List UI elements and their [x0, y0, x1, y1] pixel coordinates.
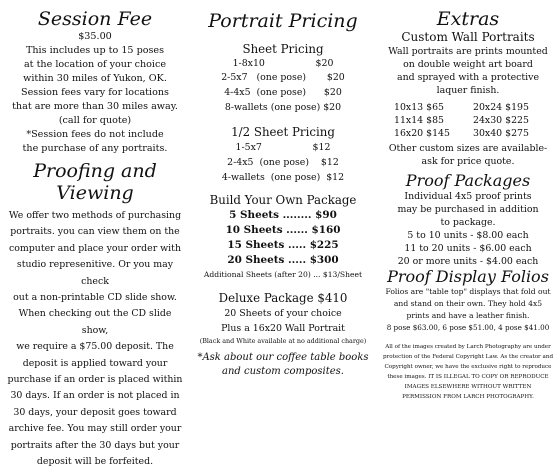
proof-line: 5 to 10 units - $8.00 each: [407, 230, 529, 241]
wall-price: 20x24 $195: [473, 102, 529, 113]
deluxe-note: (Black and White available at no additional charge): [199, 337, 367, 345]
ask-line: and custom composites.: [222, 366, 344, 377]
wall-price: 24x30 $225: [473, 115, 529, 126]
proofing-line: 30 days. If an order is not placed in: [10, 390, 180, 402]
session-fee-price: $35.00: [78, 31, 112, 42]
proofing-line: computer and place your order with: [9, 242, 181, 254]
sheet-pricing-item: 1-8x10 $20: [232, 58, 334, 69]
sheet-pricing-heading: Sheet Pricing: [242, 42, 324, 56]
copyright-line: protection of the Federal Copyright Law. As the creator and: [382, 354, 554, 360]
additional-sheets: Additional Sheets (after 20) ... $13/Sheet: [203, 270, 363, 279]
sheet-pricing-item: 2-5x7 (one pose) $20: [221, 72, 345, 83]
session-fee-line: within 30 miles of Yukon, OK.: [23, 73, 167, 84]
ask-line: *Ask about our coffee table books: [197, 352, 369, 363]
folio-line: Folios are "table top" displays that fold out: [385, 287, 551, 296]
wall-price-grid: [394, 101, 546, 140]
session-fee-line: at the location of your choice: [23, 59, 167, 70]
proofing-line: portraits after the 30 days but your: [10, 439, 180, 451]
proofing-line: deposit will be forfeited.: [36, 456, 154, 468]
proof-line: 11 to 20 units - $6.00 each: [404, 243, 532, 254]
session-fee-line: Session fees vary for locations: [21, 87, 169, 98]
proofing-line: we require a $75.00 deposit. The: [16, 341, 174, 353]
proof-line: Individual 4x5 proof prints: [404, 191, 532, 202]
wall-price: 11x14 $85: [394, 115, 445, 126]
proof-line: may be purchased in addition: [397, 204, 539, 215]
session-fee-line: This includes up to 15 poses: [25, 45, 165, 56]
copyright-line: IMAGES ELSEWHERE WITHOUT WRITTEN: [404, 384, 532, 390]
copyright-line: these images. IT IS ILLEGAL TO COPY OR REPRODUCE: [387, 374, 549, 380]
folio-line: 8 pose $63.00, 6 pose $51.00, 4 pose $41.00: [386, 323, 550, 332]
wall-price: 10x13 $65: [394, 102, 445, 113]
other-sizes: ask for price quote.: [421, 156, 515, 167]
proof-packages-title: Proof Packages: [405, 171, 531, 190]
proofing-title: Proofing and Viewing: [33, 160, 157, 204]
wall-line: laquer finish.: [436, 85, 500, 96]
deluxe-line: 20 Sheets of your choice: [224, 308, 342, 319]
build-package-item: 10 Sheets ...... $160: [225, 224, 341, 236]
deluxe-line: Plus a 16x20 Wall Portrait: [221, 323, 345, 334]
proofing-line: When checking out the CD slide show,: [18, 308, 172, 336]
left-column: [0, 0, 188, 468]
build-package-item: 5 Sheets ........ $90: [229, 209, 337, 221]
proof-line: 20 or more units - $4.00 each: [397, 256, 539, 267]
folio-line: and stand on their own. They hold 4x5: [393, 299, 543, 308]
deluxe-heading: Deluxe Package $410: [218, 291, 348, 305]
proofing-line: 30 days, your deposit goes toward: [13, 406, 177, 418]
wall-price: 16x20 $145: [394, 128, 450, 139]
session-fee-title: Session Fee: [37, 8, 153, 30]
wall-line: Wall portraits are prints mounted: [388, 46, 548, 57]
copyright-notice: [382, 342, 554, 402]
extras-title: Extras: [436, 8, 500, 30]
session-fee-line: that are more than 30 miles away.: [12, 101, 178, 112]
half-sheet-item: 1-5x7 $12: [235, 142, 331, 153]
portrait-pricing-title: Portrait Pricing: [208, 10, 358, 32]
half-sheet-heading: 1/2 Sheet Pricing: [231, 125, 335, 139]
wall-portraits-heading: Custom Wall Portraits: [401, 30, 535, 44]
right-column: [378, 0, 560, 432]
display-folios-title: Proof Display Folios: [387, 267, 549, 286]
proofing-line: purchase if an order is placed within: [7, 374, 183, 386]
copyright-line: All of the images created by Larch Photography are under: [385, 344, 551, 350]
proofing-line: archive fee. You may still order your: [8, 423, 182, 435]
other-sizes: Other custom sizes are available-: [388, 143, 548, 154]
proofing-line: deposit is applied toward your: [22, 357, 168, 369]
half-sheet-item: 4-wallets (one pose) $12: [221, 172, 345, 183]
copyright-line: PERMISSION FROM LARCH PHOTOGRAPHY.: [402, 394, 534, 400]
build-package-item: 15 Sheets ..... $225: [227, 239, 339, 251]
wall-line: on double weight art board: [403, 59, 533, 70]
proofing-line: studio represenitive. Or you may check: [16, 259, 174, 287]
half-sheet-item: 2-4x5 (one pose) $12: [227, 157, 339, 168]
session-fee-line: the purchase of any portraits.: [22, 143, 168, 154]
sheet-pricing-item: 4-4x5 (one pose) $20: [224, 87, 342, 98]
sheet-pricing-item: 8-wallets (one pose) $20: [224, 102, 342, 113]
proofing-line: portraits. you can view them on the: [10, 226, 180, 238]
proofing-line: out a non-printable CD slide show.: [13, 292, 177, 304]
wall-line: and sprayed with a protective: [397, 72, 539, 83]
proof-line: to package.: [440, 217, 496, 228]
session-fee-line: (call for quote): [58, 115, 132, 126]
folio-line: prints and have a leather finish.: [406, 311, 530, 320]
proofing-line: We offer two methods of purchasing: [8, 210, 182, 221]
build-package-item: 20 Sheets ..... $300: [227, 254, 339, 266]
copyright-line: Copyright owner, we have the exclusive right to reproduce: [384, 364, 552, 370]
session-fee-line: *Session fees do not include: [26, 129, 164, 140]
build-package-heading: Build Your Own Package: [209, 193, 357, 207]
middle-column: [188, 0, 378, 432]
wall-price: 30x40 $275: [473, 128, 529, 139]
